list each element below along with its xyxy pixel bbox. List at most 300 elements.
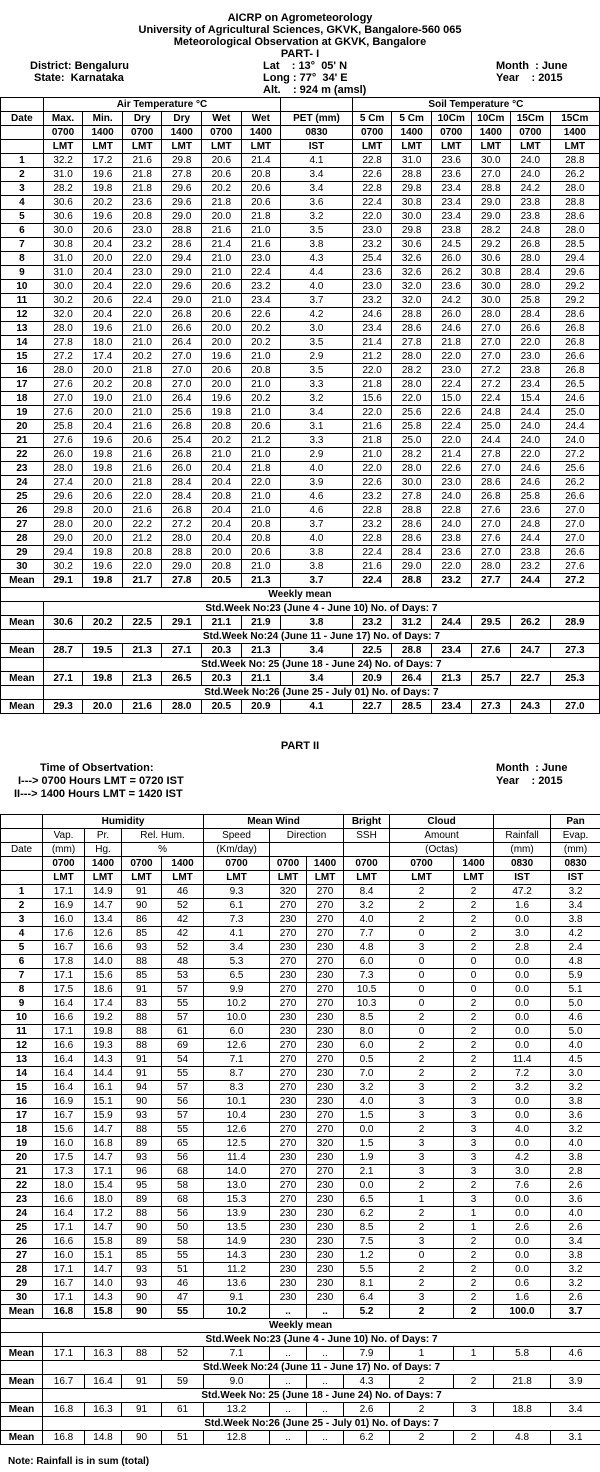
value-cell: 8.7 bbox=[204, 1067, 270, 1081]
value-cell: 24.6 bbox=[550, 392, 599, 406]
value-cell: 270 bbox=[270, 1179, 307, 1193]
value-cell: 46 bbox=[162, 1277, 204, 1291]
value-cell: 230 bbox=[307, 1221, 344, 1235]
week-mean-cell: 4.1 bbox=[281, 700, 353, 714]
value-cell: 27.0 bbox=[471, 462, 511, 476]
value-cell: 0.0 bbox=[494, 1249, 551, 1263]
value-cell: 15.4 bbox=[511, 392, 551, 406]
week-label-row bbox=[1, 630, 600, 644]
week-mean-cell: 29.1 bbox=[162, 616, 202, 630]
value-cell: 23.4 bbox=[352, 322, 392, 336]
table-row bbox=[1, 308, 600, 322]
value-cell: 230 bbox=[307, 1291, 344, 1305]
value-cell: 230 bbox=[270, 1277, 307, 1291]
value-cell: 230 bbox=[270, 1207, 307, 1221]
unit-header: LMT bbox=[352, 140, 392, 154]
value-cell: 14.7 bbox=[85, 899, 122, 913]
date-cell: 4 bbox=[1, 927, 43, 941]
value-cell: 2 bbox=[390, 885, 454, 899]
value-cell: 24.0 bbox=[511, 434, 551, 448]
value-cell: 26.8 bbox=[162, 448, 202, 462]
value-cell: 16.6 bbox=[43, 1235, 85, 1249]
value-cell: 3.2 bbox=[281, 392, 353, 406]
unit-header: LMT bbox=[431, 140, 471, 154]
value-cell: 19.3 bbox=[85, 1039, 122, 1053]
value-cell: 25.8 bbox=[511, 294, 551, 308]
value-cell: 28.8 bbox=[392, 308, 432, 322]
table-row bbox=[1, 378, 600, 392]
value-cell: 27.0 bbox=[550, 504, 599, 518]
time-header: 1400 bbox=[307, 857, 344, 871]
week-mean-cell: 1 bbox=[454, 1347, 494, 1361]
value-cell: 7.7 bbox=[344, 927, 390, 941]
value-cell: 2 bbox=[390, 1221, 454, 1235]
week-label-row bbox=[1, 658, 600, 672]
mean-cell: 3.7 bbox=[551, 1305, 600, 1319]
value-cell: 17.1 bbox=[43, 1025, 85, 1039]
table-row bbox=[1, 252, 600, 266]
value-cell: 22.4 bbox=[241, 266, 281, 280]
value-cell: 42 bbox=[162, 913, 204, 927]
value-cell: 20.6 bbox=[122, 434, 162, 448]
value-cell: 20.6 bbox=[83, 294, 123, 308]
pan-header: Pan bbox=[551, 815, 600, 829]
week-mean-cell: 7.9 bbox=[344, 1347, 390, 1361]
value-cell: 28.2 bbox=[43, 182, 83, 196]
week-mean-cell: 25.7 bbox=[471, 672, 511, 686]
value-cell: 11.4 bbox=[494, 1053, 551, 1067]
value-cell: 270 bbox=[270, 899, 307, 913]
table-row bbox=[1, 941, 600, 955]
value-cell: 91 bbox=[122, 1053, 162, 1067]
week-mean-cell: 1 bbox=[390, 1347, 454, 1361]
table-row bbox=[1, 434, 600, 448]
week-mean-cell: 27.3 bbox=[550, 644, 599, 658]
value-cell: 4.2 bbox=[551, 927, 600, 941]
value-cell: 270 bbox=[307, 885, 344, 899]
value-cell: 91 bbox=[122, 1067, 162, 1081]
value-cell: 3 bbox=[390, 1151, 454, 1165]
value-cell: 0 bbox=[390, 1249, 454, 1263]
value-cell: 24.2 bbox=[511, 182, 551, 196]
value-cell: 3.6 bbox=[551, 1193, 600, 1207]
week-mean-cell: .. bbox=[270, 1403, 307, 1417]
value-cell: 24.6 bbox=[431, 322, 471, 336]
empty-cell bbox=[281, 98, 353, 112]
value-cell: 16.6 bbox=[85, 941, 122, 955]
value-cell: 21.8 bbox=[122, 168, 162, 182]
value-cell: 28.0 bbox=[392, 462, 432, 476]
unit-header: LMT bbox=[270, 871, 307, 885]
week-mean-cell: 24.7 bbox=[511, 644, 551, 658]
value-cell: 55 bbox=[162, 1249, 204, 1263]
value-cell: 29.6 bbox=[550, 266, 599, 280]
week-mean-cell: 2 bbox=[390, 1431, 454, 1445]
value-cell: 22.2 bbox=[122, 518, 162, 532]
value-cell: 32.6 bbox=[392, 252, 432, 266]
date-cell: 10 bbox=[1, 280, 44, 294]
value-cell: 65 bbox=[162, 1137, 204, 1151]
date-cell: 25 bbox=[1, 1221, 43, 1235]
week-mean-cell: Mean bbox=[1, 1347, 43, 1361]
unit-header: LMT bbox=[122, 871, 162, 885]
value-cell: 4.0 bbox=[281, 462, 353, 476]
value-cell: 23.2 bbox=[241, 280, 281, 294]
value-cell: 4.0 bbox=[551, 1137, 600, 1151]
value-cell: 23.6 bbox=[431, 154, 471, 168]
time-header: 1400 bbox=[471, 126, 511, 140]
value-cell: 14.7 bbox=[85, 1221, 122, 1235]
value-cell: 0.5 bbox=[344, 1053, 390, 1067]
table-row bbox=[1, 280, 600, 294]
value-cell: 22.8 bbox=[352, 504, 392, 518]
value-cell: 27.0 bbox=[471, 336, 511, 350]
value-cell: 230 bbox=[270, 1235, 307, 1249]
column-header: 5 Cm bbox=[392, 112, 432, 126]
column-header: SSH bbox=[344, 829, 390, 843]
value-cell: 2 bbox=[454, 997, 494, 1011]
value-cell: 15.0 bbox=[431, 392, 471, 406]
value-cell: 22.4 bbox=[122, 294, 162, 308]
value-cell: 21.0 bbox=[202, 448, 242, 462]
week-mean-cell: 3.9 bbox=[551, 1375, 600, 1389]
week-mean-cell: 26.4 bbox=[392, 672, 432, 686]
value-cell: 29.8 bbox=[392, 224, 432, 238]
date-cell: 21 bbox=[1, 1165, 43, 1179]
value-cell: 3 bbox=[454, 1137, 494, 1151]
column-header: Direction bbox=[270, 829, 344, 843]
value-cell: 20.0 bbox=[83, 252, 123, 266]
value-cell: 20.6 bbox=[202, 154, 242, 168]
week-mean-row bbox=[1, 616, 600, 630]
date-cell: 23 bbox=[1, 1193, 43, 1207]
week-mean-cell: 19.5 bbox=[83, 644, 123, 658]
empty-cell bbox=[1, 1361, 43, 1375]
value-cell: 3.4 bbox=[281, 168, 353, 182]
value-cell: 88 bbox=[122, 955, 162, 969]
time-header: 1400 bbox=[85, 857, 122, 871]
week-mean-cell: 4.6 bbox=[551, 1347, 600, 1361]
table-row bbox=[1, 927, 600, 941]
week-mean-cell: 20.9 bbox=[352, 672, 392, 686]
value-cell: 230 bbox=[270, 1011, 307, 1025]
value-cell: 20.0 bbox=[202, 546, 242, 560]
week-mean-cell: 22.5 bbox=[122, 616, 162, 630]
value-cell: 28.6 bbox=[550, 308, 599, 322]
unit-header: LMT bbox=[344, 871, 390, 885]
table-row bbox=[1, 406, 600, 420]
value-cell: 14.7 bbox=[85, 1123, 122, 1137]
value-cell: 2.8 bbox=[551, 1165, 600, 1179]
date-cell: 23 bbox=[1, 462, 44, 476]
value-cell: 0.0 bbox=[494, 913, 551, 927]
value-cell: 57 bbox=[162, 1011, 204, 1025]
value-cell: 20.6 bbox=[241, 420, 281, 434]
value-cell: 21.0 bbox=[202, 294, 242, 308]
value-cell: 27.0 bbox=[43, 392, 83, 406]
value-cell: 21.0 bbox=[122, 392, 162, 406]
value-cell: 21.0 bbox=[122, 322, 162, 336]
week-mean-cell: 2 bbox=[454, 1375, 494, 1389]
value-cell: 12.6 bbox=[85, 927, 122, 941]
week-mean-cell: 28.5 bbox=[392, 700, 432, 714]
value-cell: 0.6 bbox=[494, 1277, 551, 1291]
value-cell: 21.0 bbox=[241, 406, 281, 420]
value-cell: 28.6 bbox=[392, 322, 432, 336]
week-mean-cell: 16.4 bbox=[85, 1375, 122, 1389]
week-mean-cell: 27.0 bbox=[550, 700, 599, 714]
value-cell: 89 bbox=[122, 1137, 162, 1151]
value-cell: 21.0 bbox=[241, 448, 281, 462]
value-cell: 28.8 bbox=[392, 168, 432, 182]
week-mean-cell: 20.5 bbox=[202, 700, 242, 714]
year: Year : 2015 bbox=[496, 72, 563, 84]
week-mean-cell: 90 bbox=[122, 1431, 162, 1445]
value-cell: 4.8 bbox=[551, 955, 600, 969]
value-cell: 25.6 bbox=[550, 462, 599, 476]
week-mean-cell: 28.0 bbox=[162, 700, 202, 714]
table-row bbox=[1, 196, 600, 210]
mean-cell: 90 bbox=[122, 1305, 162, 1319]
value-cell: 18.0 bbox=[83, 336, 123, 350]
value-cell: 21.8 bbox=[202, 196, 242, 210]
week-mean-row bbox=[1, 700, 600, 714]
value-cell: 22.8 bbox=[431, 504, 471, 518]
value-cell: 25.8 bbox=[511, 490, 551, 504]
value-cell: 12.6 bbox=[204, 1123, 270, 1137]
value-cell: 90 bbox=[122, 1095, 162, 1109]
value-cell: 29.4 bbox=[162, 252, 202, 266]
value-cell: 28.4 bbox=[162, 490, 202, 504]
empty-cell bbox=[1, 1389, 43, 1403]
value-cell: 16.4 bbox=[43, 1053, 85, 1067]
value-cell: 4.4 bbox=[281, 266, 353, 280]
value-cell: 21.6 bbox=[352, 420, 392, 434]
value-cell: 3 bbox=[390, 1081, 454, 1095]
value-cell: 21.4 bbox=[202, 238, 242, 252]
value-cell: 93 bbox=[122, 1151, 162, 1165]
value-cell: 24.6 bbox=[352, 308, 392, 322]
date-cell: 10 bbox=[1, 1011, 43, 1025]
column-header: Dry bbox=[162, 112, 202, 126]
value-cell: 91 bbox=[122, 983, 162, 997]
week-mean-cell: 28.9 bbox=[550, 616, 599, 630]
value-cell: 14.0 bbox=[85, 955, 122, 969]
value-cell: 2 bbox=[454, 1277, 494, 1291]
value-cell: 6.4 bbox=[344, 1291, 390, 1305]
value-cell: 21.6 bbox=[241, 238, 281, 252]
date-cell: 21 bbox=[1, 434, 44, 448]
value-cell: 51 bbox=[162, 1263, 204, 1277]
week-mean-cell: 61 bbox=[162, 1403, 204, 1417]
table-row bbox=[1, 224, 600, 238]
week-mean-cell: 9.0 bbox=[204, 1375, 270, 1389]
value-cell: 2 bbox=[454, 1235, 494, 1249]
value-cell: 91 bbox=[122, 885, 162, 899]
date-cell: 6 bbox=[1, 224, 44, 238]
value-cell: 1.5 bbox=[344, 1137, 390, 1151]
value-cell: 27.8 bbox=[471, 448, 511, 462]
value-cell: 3.8 bbox=[551, 913, 600, 927]
value-cell: 3.2 bbox=[551, 1263, 600, 1277]
table-row bbox=[1, 1249, 600, 1263]
value-cell: 20.6 bbox=[202, 364, 242, 378]
value-cell: 15.9 bbox=[85, 1109, 122, 1123]
week-mean-cell: 21.1 bbox=[241, 672, 281, 686]
value-cell: 16.9 bbox=[43, 899, 85, 913]
value-cell: 68 bbox=[162, 1165, 204, 1179]
date-cell: 25 bbox=[1, 490, 44, 504]
value-cell: 4.0 bbox=[551, 1039, 600, 1053]
value-cell: 24.8 bbox=[511, 224, 551, 238]
value-cell: 14.7 bbox=[85, 1263, 122, 1277]
value-cell: 0.0 bbox=[494, 1011, 551, 1025]
date-cell: 14 bbox=[1, 1067, 43, 1081]
value-cell: 19.8 bbox=[83, 546, 123, 560]
value-cell: 1.2 bbox=[344, 1249, 390, 1263]
value-cell: 24.4 bbox=[511, 532, 551, 546]
value-cell: 4.1 bbox=[204, 927, 270, 941]
week-mean-cell: 20.3 bbox=[202, 672, 242, 686]
value-cell: 230 bbox=[307, 1179, 344, 1193]
value-cell: 230 bbox=[270, 1249, 307, 1263]
value-cell: 17.6 bbox=[43, 927, 85, 941]
value-cell: 23.0 bbox=[511, 350, 551, 364]
value-cell: 31.0 bbox=[43, 266, 83, 280]
value-cell: 24.0 bbox=[431, 490, 471, 504]
value-cell: 31.0 bbox=[43, 168, 83, 182]
table-row bbox=[1, 266, 600, 280]
value-cell: 3.0 bbox=[551, 1067, 600, 1081]
value-cell: 270 bbox=[307, 927, 344, 941]
value-cell: 23.0 bbox=[352, 280, 392, 294]
value-cell: 24.4 bbox=[550, 420, 599, 434]
value-cell: 20.6 bbox=[202, 168, 242, 182]
mean-cell: 27.7 bbox=[471, 574, 511, 588]
value-cell: 230 bbox=[270, 1263, 307, 1277]
table-row bbox=[1, 1179, 600, 1193]
week-mean-cell: 3.1 bbox=[551, 1431, 600, 1445]
value-cell: 16.8 bbox=[85, 1137, 122, 1151]
value-cell: 2 bbox=[390, 1039, 454, 1053]
value-cell: 22.6 bbox=[431, 462, 471, 476]
date-cell: 13 bbox=[1, 322, 44, 336]
value-cell: 27.0 bbox=[471, 168, 511, 182]
value-cell: 14.3 bbox=[85, 1053, 122, 1067]
time-header: 1400 bbox=[392, 126, 432, 140]
value-cell: 46 bbox=[162, 885, 204, 899]
value-cell: 4.8 bbox=[344, 941, 390, 955]
value-cell: 7.6 bbox=[494, 1179, 551, 1193]
district: District: Bengaluru bbox=[30, 60, 130, 72]
time-header bbox=[1, 126, 44, 140]
value-cell: 21.8 bbox=[352, 434, 392, 448]
value-cell: 22.0 bbox=[431, 560, 471, 574]
value-cell: 27.0 bbox=[162, 350, 202, 364]
value-cell: 19.6 bbox=[202, 392, 242, 406]
value-cell: 2 bbox=[454, 1263, 494, 1277]
value-cell: 3.3 bbox=[281, 378, 353, 392]
value-cell: 27.8 bbox=[392, 336, 432, 350]
value-cell: 20.2 bbox=[202, 182, 242, 196]
value-cell: 20.2 bbox=[122, 350, 162, 364]
value-cell: 20.0 bbox=[83, 532, 123, 546]
value-cell: 25.0 bbox=[392, 434, 432, 448]
value-cell: 23.8 bbox=[511, 364, 551, 378]
value-cell: 10.3 bbox=[344, 997, 390, 1011]
value-cell: 3.8 bbox=[281, 238, 353, 252]
value-cell: 3.4 bbox=[551, 1235, 600, 1249]
value-cell: 56 bbox=[162, 1151, 204, 1165]
value-cell: 22.4 bbox=[352, 196, 392, 210]
value-cell: 17.1 bbox=[43, 1221, 85, 1235]
value-cell: 26.8 bbox=[162, 504, 202, 518]
value-cell: 230 bbox=[270, 969, 307, 983]
value-cell: 1 bbox=[390, 1193, 454, 1207]
value-cell: 88 bbox=[122, 1025, 162, 1039]
time-header: 0700 bbox=[390, 857, 454, 871]
value-cell: 3.2 bbox=[344, 1081, 390, 1095]
value-cell: 15.6 bbox=[43, 1123, 85, 1137]
value-cell: 29.6 bbox=[162, 182, 202, 196]
value-cell: 4.6 bbox=[281, 504, 353, 518]
value-cell: 17.1 bbox=[85, 1165, 122, 1179]
value-cell: 28.6 bbox=[392, 518, 432, 532]
date-cell: 19 bbox=[1, 1137, 43, 1151]
week-mean-row bbox=[1, 1431, 600, 1445]
value-cell: 6.0 bbox=[204, 1025, 270, 1039]
value-cell: 22.4 bbox=[471, 392, 511, 406]
value-cell: 3.3 bbox=[281, 434, 353, 448]
altitude: Alt. : 924 m (amsl) bbox=[263, 84, 367, 96]
value-cell: 16.6 bbox=[43, 1193, 85, 1207]
week-mean-cell: 3 bbox=[454, 1403, 494, 1417]
value-cell: 20.8 bbox=[241, 364, 281, 378]
unit-header: LMT bbox=[454, 871, 494, 885]
value-cell: 27.2 bbox=[43, 350, 83, 364]
week-mean-cell: 4.3 bbox=[344, 1375, 390, 1389]
value-cell: 24.0 bbox=[550, 434, 599, 448]
time-header: 0830 bbox=[281, 126, 353, 140]
week-mean-cell: 20.3 bbox=[202, 644, 242, 658]
table-row bbox=[1, 168, 600, 182]
value-cell: 26.2 bbox=[550, 168, 599, 182]
rainfall-note: Note: Rainfall is in sum (total) bbox=[8, 1456, 150, 1467]
week-mean-cell: .. bbox=[307, 1347, 344, 1361]
value-cell: 21.8 bbox=[241, 462, 281, 476]
value-cell: 16.4 bbox=[43, 997, 85, 1011]
empty-cell bbox=[344, 843, 390, 857]
value-cell: 20.8 bbox=[202, 560, 242, 574]
table-row bbox=[1, 322, 600, 336]
date-cell: 27 bbox=[1, 518, 44, 532]
value-cell: 230 bbox=[307, 1025, 344, 1039]
value-cell: 230 bbox=[270, 1151, 307, 1165]
value-cell: 85 bbox=[122, 969, 162, 983]
value-cell: 3.6 bbox=[281, 196, 353, 210]
date-cell: 18 bbox=[1, 1123, 43, 1137]
table-row bbox=[1, 1109, 600, 1123]
value-cell: 28.0 bbox=[162, 532, 202, 546]
value-cell: 27.0 bbox=[550, 518, 599, 532]
value-cell: 23.0 bbox=[241, 252, 281, 266]
value-cell: 3.2 bbox=[344, 899, 390, 913]
value-cell: 0 bbox=[390, 955, 454, 969]
value-cell: 55 bbox=[162, 1123, 204, 1137]
value-cell: 7.0 bbox=[344, 1067, 390, 1081]
value-cell: 21.6 bbox=[122, 462, 162, 476]
value-cell: 230 bbox=[307, 1249, 344, 1263]
